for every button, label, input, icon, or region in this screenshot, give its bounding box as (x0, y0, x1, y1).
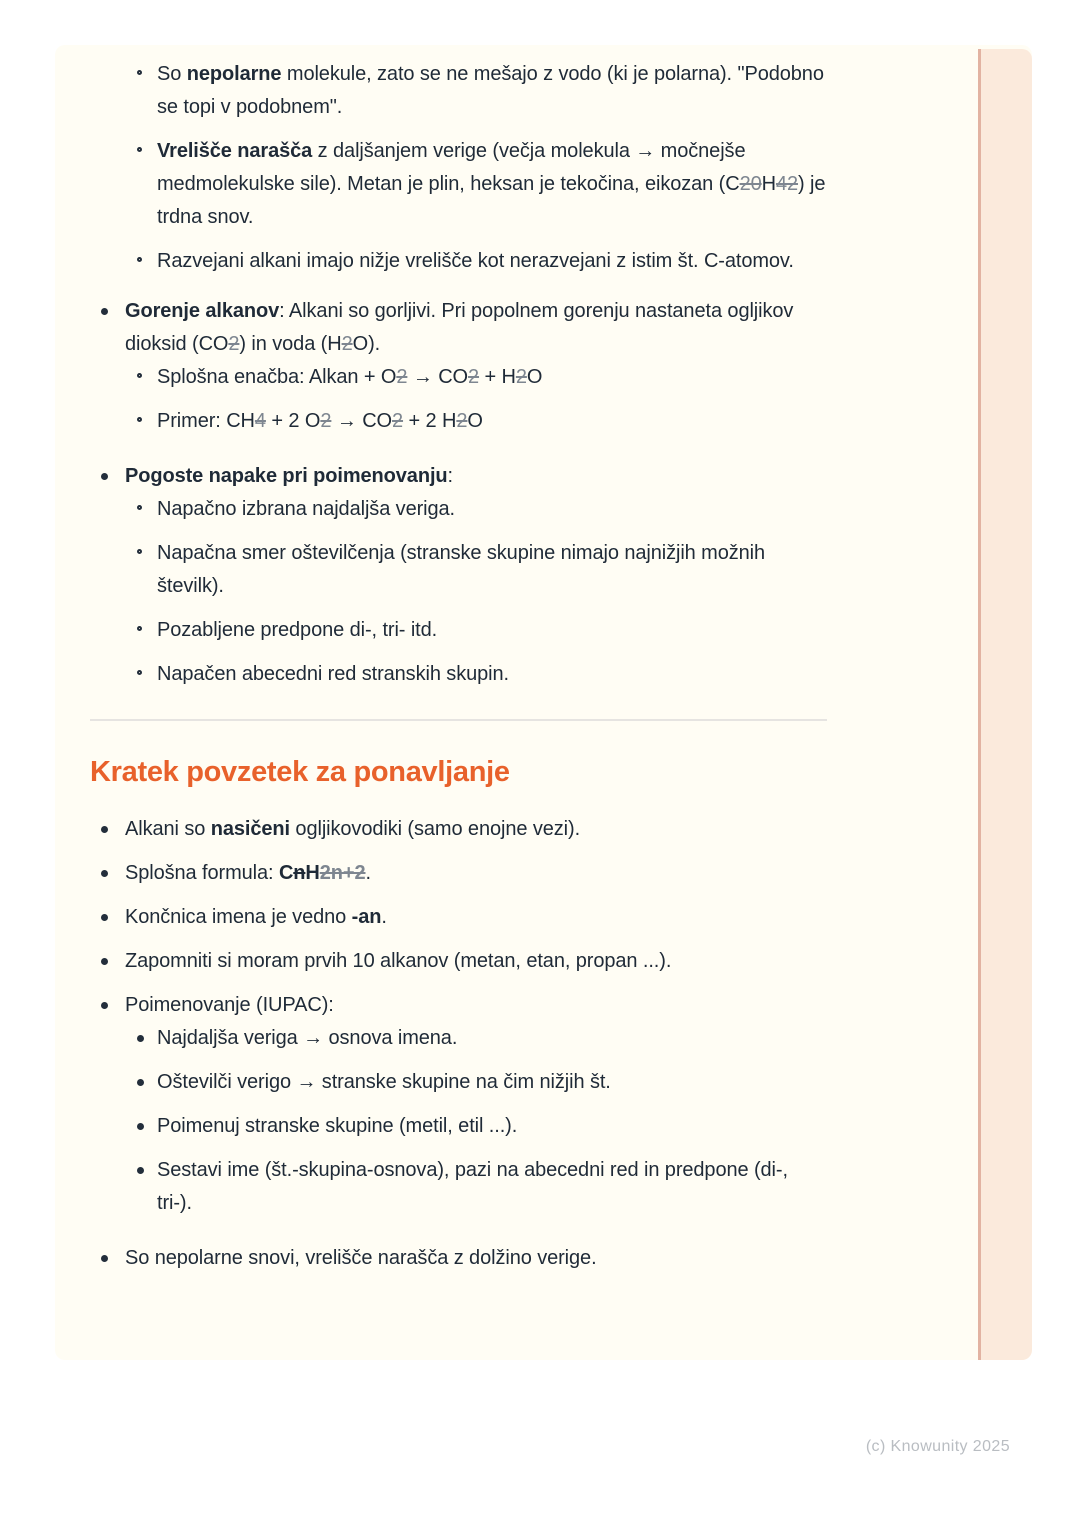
text-segment: Pozabljene predpone di-, tri- itd. (157, 619, 438, 641)
list-item (125, 614, 827, 658)
text-segment: Gorenje alkanov (125, 300, 280, 322)
bullet-dot-icon (101, 1002, 108, 1009)
list-item-text (157, 1115, 517, 1137)
bullet-dot-icon (101, 1255, 108, 1262)
list-item (90, 857, 827, 901)
text-segment: → CO (407, 366, 468, 388)
list-item-text (157, 619, 437, 641)
text-segment: 2 (320, 410, 332, 432)
list-item-text (125, 950, 671, 972)
list-item (125, 1066, 827, 1110)
list-item-text (157, 140, 825, 228)
text-segment: . (365, 862, 371, 884)
text-segment: Sestavi ime (št.-skupina-osnova), pazi na abecedni red in predpone (di-, tri-). (157, 1159, 788, 1214)
bullet-dot-icon (101, 870, 108, 877)
list-item (90, 945, 827, 989)
list-item (125, 1022, 827, 1066)
bullet-circle-icon (137, 257, 142, 262)
nested-list (125, 1022, 827, 1231)
text-segment: Poimenuj stranske skupine (metil, etil ...). (157, 1115, 518, 1137)
text-segment: Zapomniti si moram prvih 10 alkanov (metan, etan, propan ...). (125, 950, 672, 972)
list-item-text (125, 1247, 597, 1269)
nested-list (125, 361, 827, 449)
text-segment: ) in voda (H (239, 333, 342, 355)
list-item-text (157, 366, 542, 388)
text-segment: + 2 H (403, 410, 457, 432)
copyright-footer: (c) Knowunity 2025 (865, 1438, 1010, 1455)
list-item-text (157, 63, 824, 118)
text-segment: Pogoste napake pri poimenovanju (125, 465, 448, 487)
text-segment: 2 (468, 366, 480, 388)
list-item (90, 460, 827, 713)
bullet-dot-icon (101, 308, 108, 315)
text-segment: O (526, 366, 543, 388)
list-item-text (157, 663, 509, 685)
text-segment: z daljšanjem verige (večja molekula → močnejše medmolekulske sile). Metan je plin, heksan je tekočina, eikozan (C (157, 140, 746, 195)
list-item (90, 135, 827, 245)
list-item-text (157, 410, 483, 432)
text-segment: Splošna formula: (125, 862, 279, 884)
list-item (90, 1242, 827, 1286)
text-segment: nepolarne (186, 63, 282, 85)
text-segment: So nepolarne snovi, vrelišče narašča z dolžino verige. (125, 1247, 597, 1269)
bullet-dot-icon (137, 1079, 144, 1086)
text-segment: H (761, 173, 776, 195)
text-segment: Splošna enačba: Alkan + O (157, 366, 397, 388)
text-segment: molekule, zato se ne mešajo z vodo (ki je polarna). "Podobno se topi v podobnem". (157, 63, 824, 118)
text-segment: 2n+2 (319, 862, 366, 884)
text-segment: 2 (456, 410, 468, 432)
list-item (125, 537, 827, 614)
list-item-text (125, 862, 371, 884)
list-item (125, 361, 827, 405)
text-segment: -an (351, 906, 382, 928)
text-segment: 42 (775, 173, 799, 195)
text-segment: → CO (331, 410, 393, 432)
list-item-text (125, 300, 793, 355)
text-segment: 2 (396, 366, 408, 388)
bullet-list (90, 58, 827, 295)
bullet-dot-icon (101, 914, 108, 921)
list-item (90, 295, 827, 460)
list-item-text (125, 465, 453, 487)
text-segment: 20 (739, 173, 762, 195)
section-divider (90, 719, 827, 721)
list-item-text (157, 1027, 457, 1049)
text-segment: Razvejani alkani imajo nižje vrelišče kot nerazvejani z istim št. C-atomov. (157, 250, 794, 272)
list-item-text (157, 1159, 788, 1214)
bullet-list (90, 295, 827, 719)
list-item-text (157, 542, 765, 597)
list-item (125, 493, 827, 537)
bullet-circle-icon (137, 505, 142, 510)
text-segment: Oštevilči verigo → stranske skupine na čim nižjih št. (157, 1071, 611, 1093)
bullet-circle-icon (137, 70, 142, 75)
bullet-circle-icon (137, 626, 142, 631)
text-segment: Primer: CH (157, 410, 255, 432)
text-segment: Poimenovanje (IUPAC): (125, 994, 334, 1016)
text-segment: O (467, 410, 483, 432)
text-segment: Vrelišče narašča (157, 140, 313, 162)
text-segment: 2 (392, 410, 404, 432)
list-item (90, 813, 827, 857)
list-item-text (157, 1071, 611, 1093)
text-segment: n (293, 862, 306, 884)
text-segment: : Alkani so gorljivi. Pri popolnem gorenju nastaneta ogljikov dioksid (CO (125, 300, 794, 355)
bullet-dot-icon (137, 1167, 144, 1174)
list-item (90, 245, 827, 289)
text-segment: 2 (228, 333, 240, 355)
bullet-circle-icon (137, 417, 142, 422)
nested-list (125, 493, 827, 702)
text-segment: Končnica imena je vedno (125, 906, 352, 928)
bullet-dot-icon (101, 826, 108, 833)
text-segment: Najdaljša veriga → osnova imena. (157, 1027, 458, 1049)
text-segment: + 2 O (265, 410, 321, 432)
bullet-dot-icon (101, 958, 108, 965)
list-item-text (157, 498, 455, 520)
list-item (90, 901, 827, 945)
bullet-circle-icon (137, 373, 142, 378)
bullet-dot-icon (137, 1035, 144, 1042)
text-segment: Napačna smer oštevilčenja (stranske skupine nimajo najnižjih možnih številk). (157, 542, 766, 597)
list-item (125, 405, 827, 449)
text-segment: C (278, 862, 294, 884)
list-item (90, 58, 827, 135)
list-item (90, 989, 827, 1242)
accent-stripe (978, 49, 1032, 1360)
text-segment: 4 (254, 410, 266, 432)
text-segment: 2 (515, 366, 527, 388)
bullet-circle-icon (137, 670, 142, 675)
text-segment: ) je trdna snov. (157, 173, 826, 228)
text-segment: : (447, 465, 453, 487)
text-segment: ogljikovodiki (samo enojne vezi). (289, 818, 581, 840)
text-segment: Napačno izbrana najdaljša veriga. (157, 498, 455, 520)
list-item-text (125, 994, 334, 1016)
bullet-circle-icon (137, 147, 142, 152)
notes-page-card (55, 45, 1032, 1360)
list-item (125, 1110, 827, 1154)
text-segment: . (381, 906, 387, 928)
list-item-text (125, 906, 387, 928)
text-segment: nasičeni (210, 818, 290, 840)
text-segment: Napačen abecedni red stranskih skupin. (157, 663, 509, 685)
list-item-text (157, 250, 794, 272)
text-segment: O). (352, 333, 381, 355)
list-item (125, 658, 827, 702)
bullet-circle-icon (137, 549, 142, 554)
bullet-dot-icon (137, 1123, 144, 1130)
text-segment: So (157, 63, 187, 85)
section-heading: Kratek povzetek za ponavljanje (90, 756, 510, 788)
bullet-dot-icon (101, 473, 108, 480)
text-segment: Alkani so (125, 818, 211, 840)
text-segment: 2 (341, 333, 353, 355)
list-item-text (125, 818, 580, 840)
text-segment: H (305, 862, 320, 884)
list-item (125, 1154, 827, 1231)
notes-content (90, 58, 827, 1292)
bullet-list (90, 813, 827, 1292)
text-segment: + H (479, 366, 516, 388)
